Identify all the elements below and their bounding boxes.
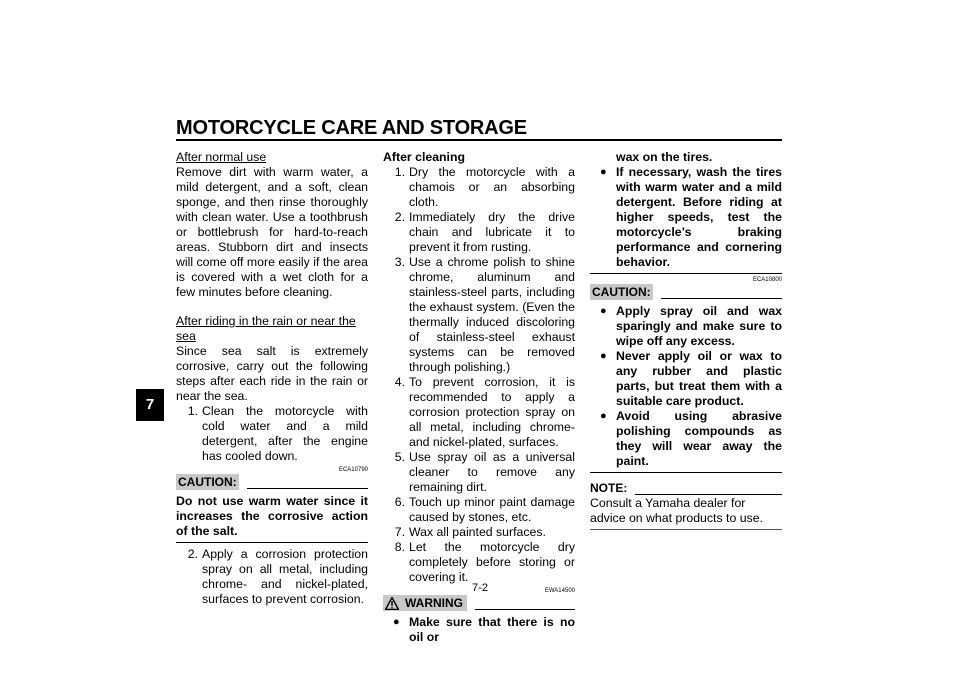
after-cleaning-steps bbox=[383, 165, 575, 585]
caution-code: ECA10800 bbox=[752, 277, 782, 283]
step-item bbox=[383, 210, 575, 255]
section-heading-rain-sea: After riding in the rain or near the sea bbox=[176, 314, 356, 343]
warning-bullet-text: Make sure that there is no oil or bbox=[409, 615, 575, 644]
bullet-dot: ● bbox=[600, 410, 607, 422]
step-number: 7. bbox=[394, 525, 405, 539]
step-number: 5. bbox=[394, 450, 405, 464]
step-text: Touch up minor paint damage caused by stones, etc. bbox=[409, 495, 575, 524]
section-heading-after-cleaning: After cleaning bbox=[383, 150, 465, 164]
page-number: 7-2 bbox=[472, 582, 488, 594]
warning-end-rule bbox=[590, 273, 782, 274]
caution-bullets bbox=[590, 304, 782, 469]
step-item bbox=[383, 450, 575, 495]
caution-bullet bbox=[590, 349, 782, 409]
caution-bullet bbox=[590, 304, 782, 349]
bullet-dot: ● bbox=[393, 616, 400, 628]
step-number: 2. bbox=[187, 547, 198, 561]
step-text: Clean the motorcycle with cold water and a mild detergent, after the engine has cooled down. bbox=[202, 404, 368, 463]
warning-header bbox=[383, 595, 575, 611]
caution-header bbox=[176, 474, 368, 490]
caution-bullet-text: Avoid using abrasive polishing compounds as they will wear away the paint. bbox=[616, 409, 782, 468]
bullet-dot: ● bbox=[600, 166, 607, 178]
step-text: Use a chrome polish to shine chrome, aluminum and stainless-steel parts, including the exhaust system. (Even the thermally induced discoloring of stainless-steel exhaust systems can be removed through polishing.) bbox=[409, 255, 575, 374]
bullet-dot: ● bbox=[600, 305, 607, 317]
step-item bbox=[383, 165, 575, 210]
column-2 bbox=[383, 150, 575, 645]
caution-label: CAUTION: bbox=[178, 475, 237, 489]
step-item bbox=[383, 255, 575, 375]
step-text: To prevent corrosion, it is recommended to apply a corrosion protection spray on all metal, including chrome- and nickel-plated, surfaces. bbox=[409, 375, 575, 449]
caution-header bbox=[590, 284, 782, 300]
note-text: Consult a Yamaha dealer for advice on what products to use. bbox=[590, 496, 763, 525]
step-text: Immediately dry the drive chain and lubricate it to prevent it from rusting. bbox=[409, 210, 575, 254]
step-number: 6. bbox=[394, 495, 405, 509]
warning-triangle-icon bbox=[385, 597, 399, 610]
after-normal-use-body: Remove dirt with warm water, a mild detergent, and a soft, clean sponge, and then rinse thoroughly with clean water. Use a toothbrush or bottlebrush for hard-to-reach areas. Stubborn dirt and insects will come off more easily if the area is covered with a wet cloth for a few minutes before cleaning. bbox=[176, 165, 368, 299]
caution-code: ECA10790 bbox=[338, 467, 368, 473]
warning-code: EWA14500 bbox=[544, 588, 575, 594]
step-number: 3. bbox=[394, 255, 405, 269]
caution-label: CAUTION: bbox=[592, 285, 651, 299]
step-text: Apply a corrosion protection spray on all metal, including chrome- and nickel-plated, surfaces to prevent corrosion. bbox=[202, 547, 368, 606]
step-item bbox=[383, 540, 575, 585]
caution-bullet-text: Apply spray oil and wax sparingly and make sure to wipe off any excess. bbox=[616, 304, 782, 348]
step-item bbox=[176, 404, 368, 464]
note-end-rule bbox=[590, 529, 782, 530]
step-text: Dry the motorcycle with a chamois or an absorbing cloth. bbox=[409, 165, 575, 209]
warning-label: WARNING bbox=[405, 596, 463, 610]
column-1 bbox=[176, 150, 368, 607]
step-number: 2. bbox=[394, 210, 405, 224]
step-number: 8. bbox=[394, 540, 405, 554]
caution-bullet-text: Never apply oil or wax to any rubber and plastic parts, but treat them with a suitable care product. bbox=[616, 349, 782, 408]
header-rule bbox=[176, 139, 782, 141]
note-header bbox=[590, 481, 782, 496]
warning-bullet bbox=[590, 165, 782, 270]
step-item bbox=[176, 547, 368, 607]
step-text: Let the motorcycle dry completely before storing or covering it. bbox=[409, 540, 575, 584]
warning-label-box bbox=[383, 595, 467, 611]
warning-bullet-text: wax on the tires. bbox=[616, 150, 713, 164]
caution-text: Do not use warm water since it increases the corrosive action of the salt. bbox=[176, 494, 368, 538]
step-number: 4. bbox=[394, 375, 405, 389]
step-number: 1. bbox=[394, 165, 405, 179]
chapter-tab: 7 bbox=[136, 389, 164, 421]
step-text: Use spray oil as a universal cleaner to remove any remaining dirt. bbox=[409, 450, 575, 494]
section-heading-after-normal-use: After normal use bbox=[176, 150, 267, 164]
bullet-dot: ● bbox=[600, 350, 607, 362]
step-number: 1. bbox=[187, 404, 198, 418]
step-text: Wax all painted surfaces. bbox=[409, 525, 546, 539]
warning-bullet-text: If necessary, wash the tires with warm water and a mild detergent. Before riding at higher speeds, test the motorcycle’s braking performance and cornering behavior. bbox=[616, 165, 782, 269]
note-label: NOTE: bbox=[590, 481, 628, 495]
column-3 bbox=[590, 150, 782, 530]
page-header-title: MOTORCYCLE CARE AND STORAGE bbox=[176, 117, 527, 139]
rain-sea-body: Since sea salt is extremely corrosive, carry out the following steps after each ride in the rain or near the sea. bbox=[176, 344, 368, 403]
caution-bullet bbox=[590, 409, 782, 469]
step-item bbox=[383, 495, 575, 525]
step-item bbox=[383, 525, 575, 540]
warning-bullet bbox=[383, 615, 575, 645]
step-item bbox=[383, 375, 575, 450]
warning-bullet-continued bbox=[590, 150, 782, 165]
